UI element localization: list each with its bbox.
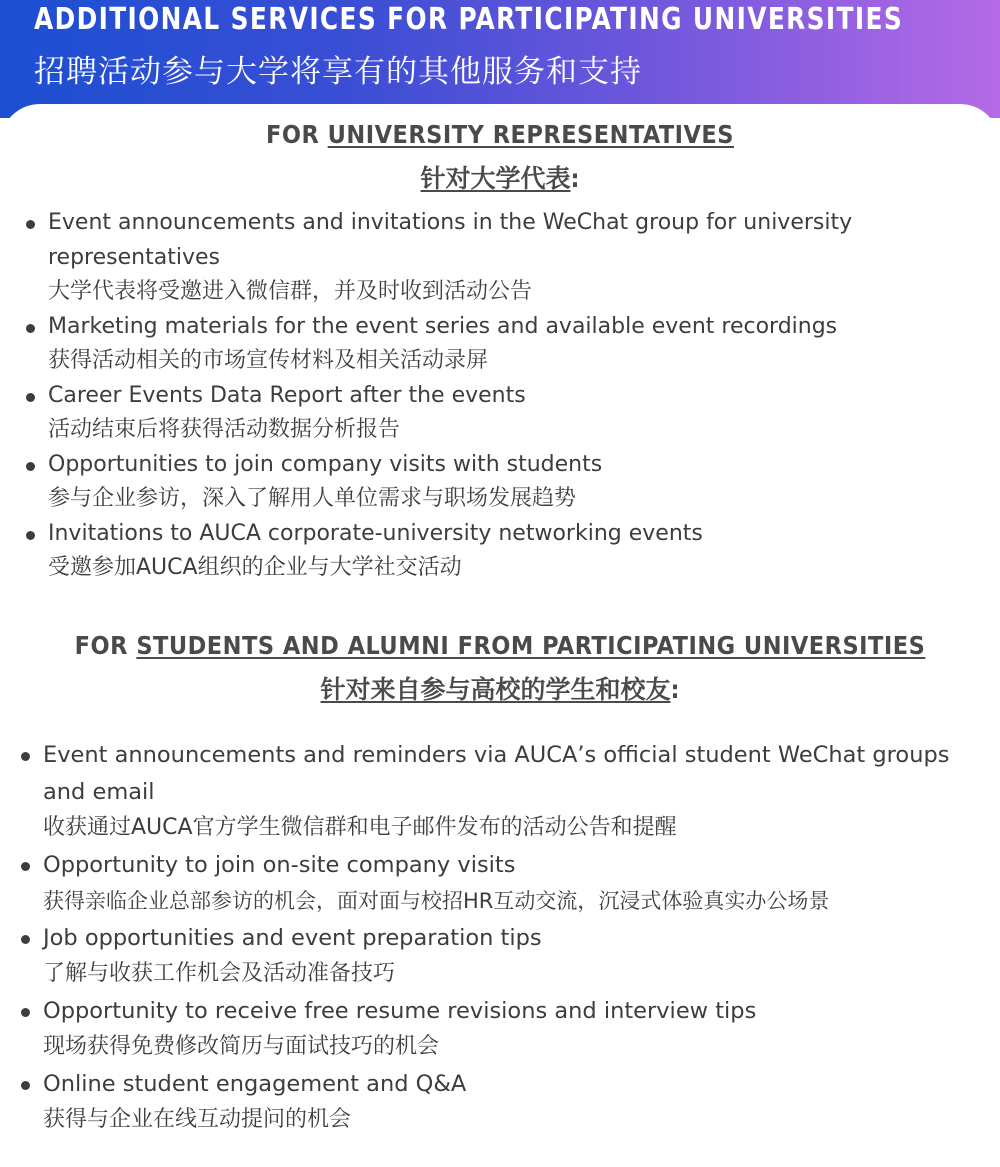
section1-heading-cn-colon: : [570, 164, 580, 193]
list-item-cn: 了解与收获工作机会及活动准备技巧 [43, 961, 396, 986]
section1-heading-en [0, 120, 1000, 149]
list-item-cn: 参与企业参访，深入了解用人单位需求与职场发展趋势 [48, 486, 577, 511]
page-title-cn: 招聘活动参与大学将享有的其他服务和支持 [34, 54, 642, 90]
list-item-cn: 获得亲临企业总部参访的机会，面对面与校招HR互动交流，沉浸式体验真实办公场景 [43, 889, 830, 913]
list-item-en: Career Events Data Report after the events [48, 382, 526, 408]
bullet-dot [26, 220, 35, 229]
list-item-en: Online student engagement and Q&A [43, 1070, 467, 1097]
section1-heading-cn-text: 针对大学代表 [420, 164, 571, 193]
section1-heading-underlined: UNIVERSITY REPRESENTATIVES [327, 120, 734, 149]
bullet-dot [21, 752, 30, 761]
list-item-en: Event announcements and reminders via AUCA’s official student WeChat groups and email [43, 742, 950, 805]
list-item-en: Event announcements and invitations in the WeChat group for university representatives [48, 210, 853, 270]
section2-heading-prefix: FOR [74, 631, 137, 660]
section2-heading-cn-colon: : [670, 675, 680, 704]
bullet-dot [21, 1008, 30, 1017]
bullet-dot [26, 531, 35, 540]
list-item [43, 920, 983, 993]
bullet-dot [21, 1081, 30, 1090]
list-item-en: Opportunity to join on-site company visits [43, 851, 516, 878]
list-item-cn: 现场获得免费修改简历与面试技巧的机会 [43, 1034, 440, 1059]
section2-heading-cn-text: 针对来自参与高校的学生和校友 [320, 675, 671, 704]
list-item-cn: 获得活动相关的市场宣传材料及相关活动录屏 [48, 348, 489, 373]
list-item-en: Marketing materials for the event series and available event recordings [48, 313, 838, 339]
bullet-dot [26, 393, 35, 402]
list-item-en: Job opportunities and event preparation tips [43, 924, 542, 951]
bullet-dot [21, 862, 30, 871]
list-item [43, 737, 983, 847]
list-item-en: Opportunities to join company visits with students [48, 451, 603, 477]
bullet-dot [26, 462, 35, 471]
section2-heading-underlined: STUDENTS AND ALUMNI FROM PARTICIPATING UNIVERSITIES [136, 631, 926, 660]
list-item-cn: 活动结束后将获得活动数据分析报告 [48, 417, 401, 442]
page-title-en: ADDITIONAL SERVICES FOR PARTICIPATING UNIVERSITIES [34, 2, 904, 37]
list-item-cn: 获得与企业在线互动提问的机会 [43, 1107, 352, 1132]
list-item [48, 517, 928, 586]
bullet-dot [21, 935, 30, 944]
section1-heading-prefix: FOR [266, 120, 328, 149]
list-item-cn: 大学代表将受邀进入微信群，并及时收到活动公告 [48, 279, 533, 304]
list-item-en: Opportunity to receive free resume revisions and interview tips [43, 997, 757, 1024]
section1-heading-cn [0, 159, 1000, 195]
university-representatives-list [48, 206, 928, 586]
section2-heading-en [0, 631, 1000, 660]
list-item [48, 206, 928, 310]
list-item [43, 847, 983, 920]
list-item [48, 379, 928, 448]
list-item [48, 310, 928, 379]
section2-heading-cn [0, 670, 1000, 706]
list-item-cn: 收获通过AUCA官方学生微信群和电子邮件发布的活动公告和提醒 [43, 815, 677, 840]
list-item [48, 448, 928, 517]
list-item [43, 1066, 983, 1139]
list-item-cn: 受邀参加AUCA组织的企业与大学社交活动 [48, 555, 462, 580]
header-banner [0, 0, 1000, 118]
bullet-dot [26, 324, 35, 333]
students-alumni-list [43, 737, 983, 1139]
list-item-en: Invitations to AUCA corporate-university networking events [48, 520, 703, 546]
list-item [43, 993, 983, 1066]
